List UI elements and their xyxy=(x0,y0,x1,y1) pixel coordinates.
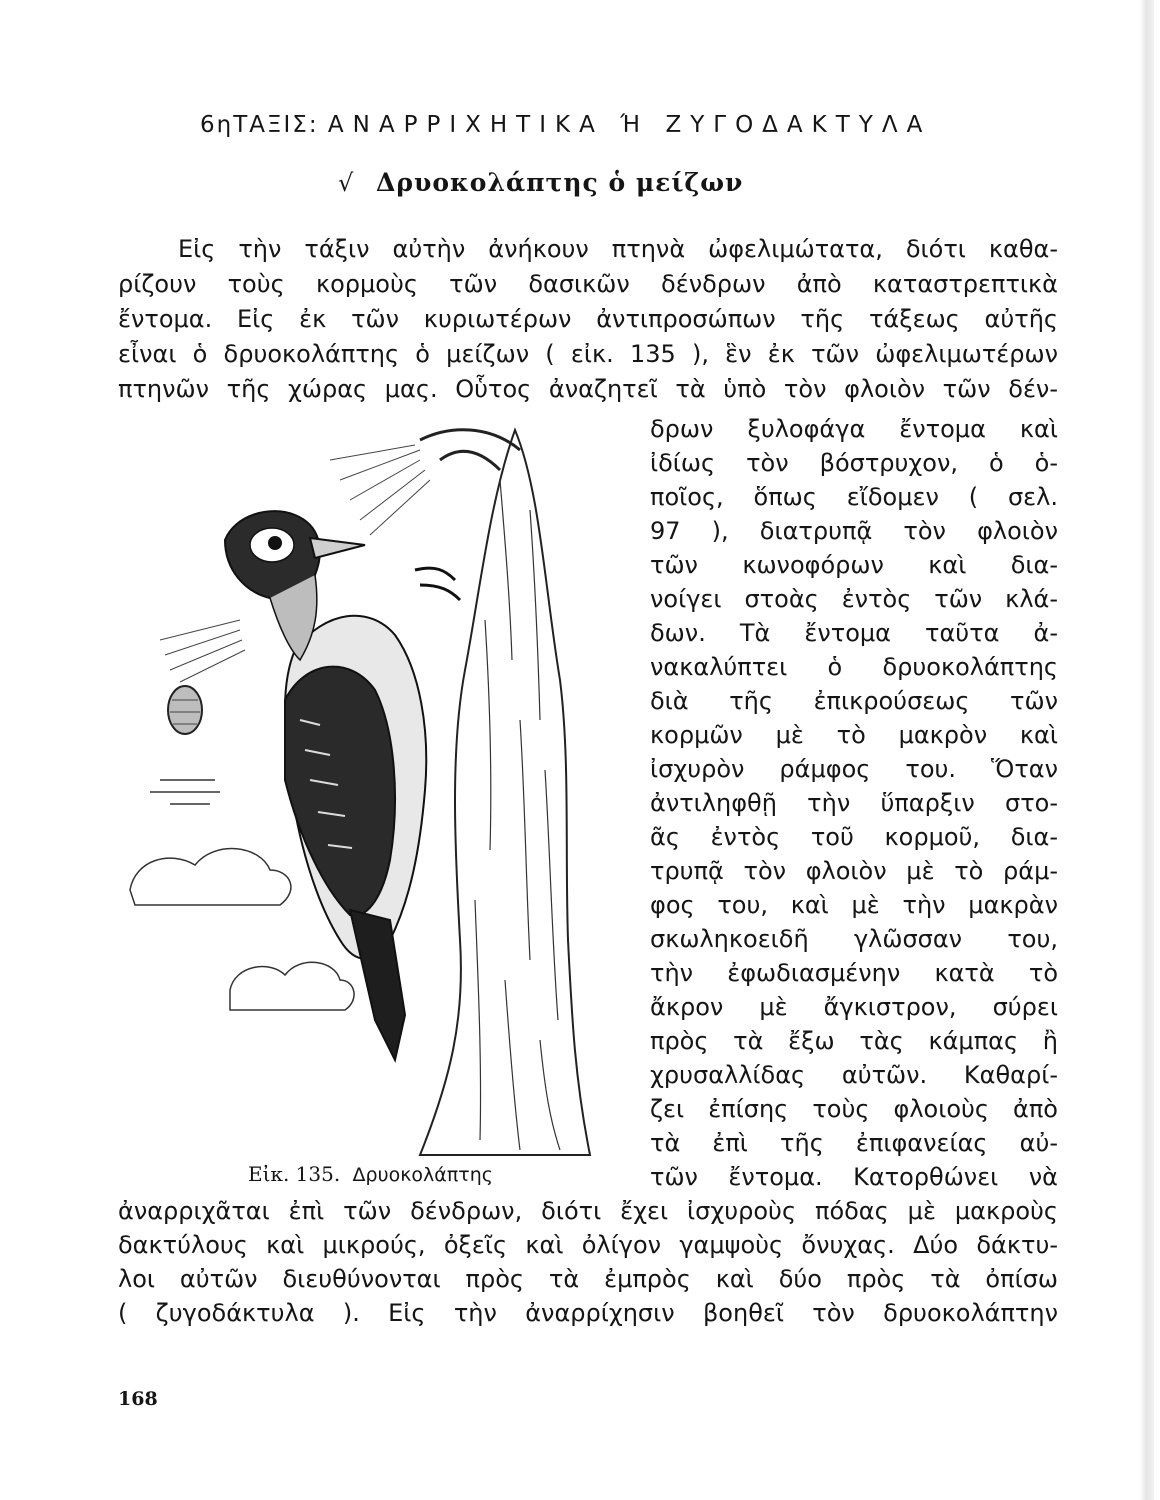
text-line: ἔντομα. Εἰς ἐκ τῶν κυριωτέρων ἀντιπροσώπων τῆς τάξεως αὐτῆς xyxy=(118,305,1058,333)
text-line: τὰ ἐπὶ τῆς ἐπιφανείας αὐ- xyxy=(650,1129,1058,1157)
figure-caption xyxy=(248,1162,493,1186)
text-line: ἄκρον μὲ ἄγκιστρον, σύρει xyxy=(650,993,1058,1021)
text-line: τρυπᾷ τὸν φλοιὸν μὲ τὸ ράμ- xyxy=(650,857,1058,885)
text-line: ἀναρριχᾶται ἐπὶ τῶν δένδρων, διότι ἔχει ἰσχυροὺς πόδας μὲ μακροὺς xyxy=(118,1197,1058,1225)
text-line: ἰσχυρὸν ράμφος του. Ὅταν xyxy=(650,755,1058,783)
text-line: νακαλύπτει ὁ δρυοκολάπτης xyxy=(650,653,1058,681)
text-line: σκωληκοειδῆ γλῶσσαν του, xyxy=(650,925,1058,953)
woodpecker-feet xyxy=(415,568,460,600)
text-line: ἰδίως τὸν βόστρυχον, ὁ ὁ- xyxy=(650,449,1058,477)
text-line: Εἰς τὴν τάξιν αὐτὴν ἀνήκουν πτηνὰ ὠφελιμώτατα, διότι καθα- xyxy=(178,235,1058,263)
woodpecker-drawing xyxy=(120,420,620,1160)
text-line: λοι αὐτῶν διευθύνονται πρὸς τὰ ἐμπρὸς καὶ δύο πρὸς τὰ ὀπίσω xyxy=(118,1265,1058,1293)
text-line: ρίζουν τοὺς κορμοὺς τῶν δασικῶν δένδρων ἀπὸ καταστρεπτικὰ xyxy=(118,270,1058,298)
text-line: εἶναι ὁ δρυοκολάπτης ὁ μείζων ( εἰκ. 135 ), ἓν ἐκ τῶν ὠφελιμωτέρων xyxy=(118,340,1058,368)
text-line: νοίγει στοὰς ἐντὸς τῶν κλά- xyxy=(650,585,1058,613)
text-line: δρων ξυλοφάγα ἔντομα καὶ xyxy=(650,415,1058,443)
text-line: πρὸς τὰ ἔξω τὰς κάμπας ἢ xyxy=(650,1027,1058,1055)
woodpecker-illustration xyxy=(120,420,620,1160)
figure-label: Εἰκ. 135. xyxy=(248,1162,341,1186)
text-line: 97 ), διατρυπᾷ τὸν φλοιὸν xyxy=(650,517,1058,545)
text-line: χρυσαλλίδας αὐτῶν. Καθαρί- xyxy=(650,1061,1058,1089)
text-line: διὰ τῆς ἐπικρούσεως τῶν xyxy=(650,687,1058,715)
page-edge-shadow xyxy=(1140,0,1154,1500)
text-line: ποῖος, ὅπως εἴδομεν ( σελ. xyxy=(650,483,1058,511)
text-line: τῶν ἔντομα. Κατορθώνει νὰ xyxy=(650,1163,1058,1191)
text-line: δων. Τὰ ἔντομα ταῦτα ἀ- xyxy=(650,619,1058,647)
figure-caption-text: Δρυοκολάπτης xyxy=(352,1164,493,1186)
page-number: 168 xyxy=(118,1388,158,1410)
text-line: ( ζυγοδάκτυλα ). Εἰς τὴν ἀναρρίχησιν βοηθεῖ τὸν δρυοκολάπτην xyxy=(118,1299,1058,1327)
text-line: ᾶς ἐντὸς τοῦ κορμοῦ, δια- xyxy=(650,823,1058,851)
woodpecker-beak xyxy=(310,538,365,558)
woodpecker-wing xyxy=(285,667,395,916)
text-line: πτηνῶν τῆς χώρας μας. Οὗτος ἀναζητεῖ τὰ ὑπὸ τὸν φλοιὸν τῶν δέν- xyxy=(118,375,1058,403)
header-title: ΑΝΑΡΡΙΧΗΤΙΚΑ Ή ΖΥΓΟΔΑΚΤΥΛΑ xyxy=(327,112,932,138)
section-heading xyxy=(338,168,743,197)
header-class-label: 6ηΤΑΞΙΣ: xyxy=(200,112,319,138)
check-mark-icon: √ xyxy=(338,169,355,197)
text-line: φος του, καὶ μὲ τὴν μακρὰν xyxy=(650,891,1058,919)
text-line: κορμῶν μὲ τὸ μακρὸν καὶ xyxy=(650,721,1058,749)
text-line: ζει ἐπίσης τοὺς φλοιοὺς ἀπὸ xyxy=(650,1095,1058,1123)
text-line: δακτύλους καὶ μικρούς, ὀξεῖς καὶ ὀλίγον γαμψοὺς ὄνυχας. Δύο δάκτυ- xyxy=(118,1231,1058,1259)
woodpecker-eye xyxy=(268,536,282,550)
woodpecker-tail xyxy=(350,910,405,1060)
text-line: ἀντιληφθῇ τὴν ὕπαρξιν στο- xyxy=(650,789,1058,817)
pine-cone xyxy=(168,686,202,734)
text-line: τὴν ἐφωδιασμένην κατὰ τὸ xyxy=(650,959,1058,987)
section-title: Δρυοκολάπτης ὁ μείζων xyxy=(376,168,744,197)
running-header xyxy=(200,112,931,138)
text-line: τῶν κωνοφόρων καὶ δια- xyxy=(650,551,1058,579)
